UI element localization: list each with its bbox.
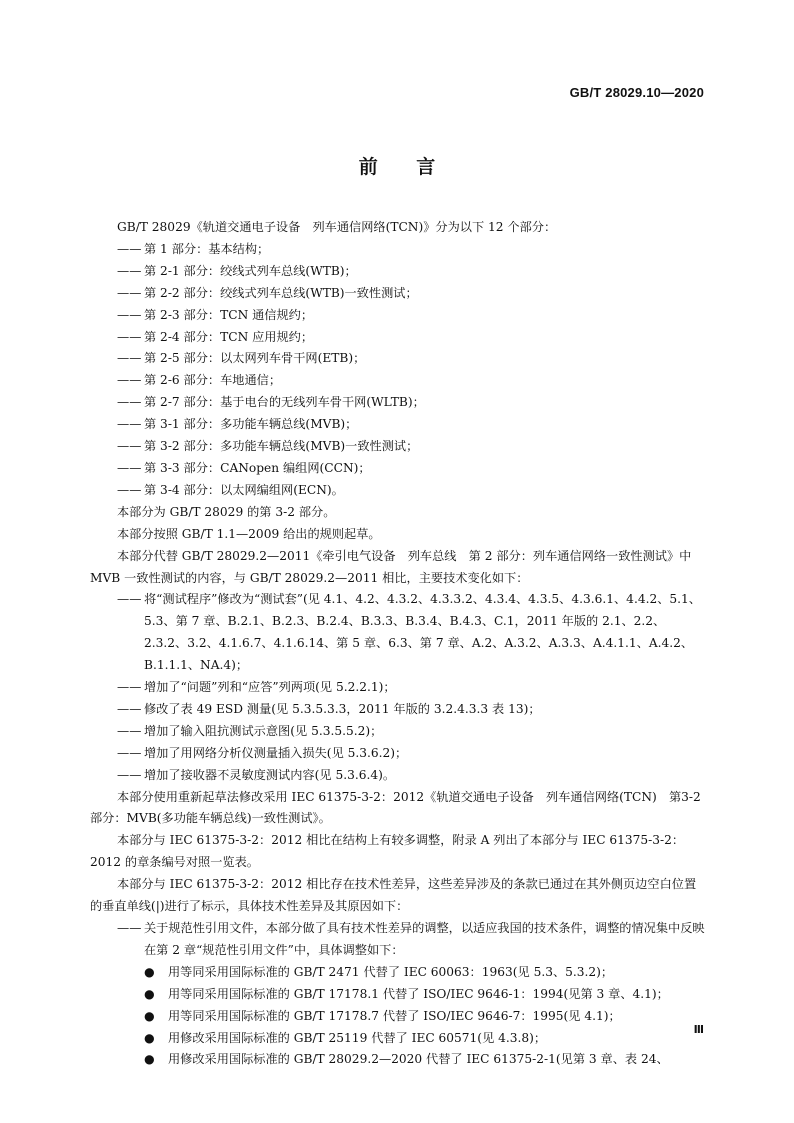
bullet-marker: ● [144,1030,155,1045]
paragraph: 本部分按照 GB/T 1.1—2009 给出的规则起草。 [117,526,381,541]
dash-marker: —— [117,460,142,475]
bullet-marker: ● [144,1052,155,1067]
change-item [117,765,707,787]
list-item [117,458,707,480]
change-item [117,743,707,765]
dash-marker: —— [117,767,142,782]
difference-item-text: 关于规范性引用文件，本部分做了具有技术性差异的调整，以适应我国的技术条件，调整的情况集中反映在第 2 章“规范性引用文件”中，具体调整如下： [144,921,705,957]
paragraph: 本部分为 GB/T 28029 的第 3-2 部分。 [117,504,336,519]
dash-marker: —— [117,285,142,300]
list-item [117,348,707,370]
list-item [117,283,707,305]
dash-marker: —— [117,329,142,344]
list-item-text: 第 2-7 部分：基于电台的无线列车骨干网(WLTB)； [144,395,425,410]
document-body [90,217,707,1071]
dash-marker: —— [117,307,142,322]
difference-item [117,918,707,962]
change-item-text: 增加了“问题”列和“应答”列两项(见 5.2.2.1)； [144,680,396,695]
bullet-item [117,1006,707,1028]
bullet-marker: ● [144,986,155,1001]
list-item-text: 第 1 部分：基本结构； [144,241,270,256]
dash-marker: —— [117,439,142,454]
dash-marker: —— [117,482,142,497]
list-item [117,327,707,349]
dash-marker: —— [117,373,142,388]
list-item [117,239,707,261]
bullet-marker: ● [144,964,155,979]
dash-marker: —— [117,921,142,935]
bullet-item [117,1028,707,1050]
paragraph: 本部分代替 GB/T 28029.2—2011《牵引电气设备 列车总线 第 2 部分：列车通信网络一致性测试》中 MVB 一致性测试的内容，与 GB/T 28029.2—2011 相比，主要技术变化如下： [90,548,692,585]
paragraph: 本部分与 IEC 61375-3-2：2012 相比存在技术性差异，这些差异涉及的条款已通过在其外侧页边空白位置的垂直单线(|)进行了标示，具体技术性差异及其原因如下： [90,877,697,914]
list-item [117,392,707,414]
list-item [117,261,707,283]
list-item-text: 第 2-3 部分：TCN 通信规约； [144,307,314,322]
dash-marker: —— [117,745,142,760]
bullet-item-text: 用等同采用国际标准的 GB/T 17178.1 代替了 ISO/IEC 9646-1：1994(见第 3 章、4.1)； [168,986,669,1001]
page-title: 前 言 [358,156,436,178]
bullet-item [117,984,707,1006]
bullet-item-text: 用修改采用国际标准的 GB/T 25119 代替了 IEC 60571(见 4.3.8)； [168,1030,547,1045]
change-item-text: 将“测试程序”修改为“测试套”(见 4.1、4.2、4.3.2、4.3.3.2、4.3.4、4.3.5、4.3.6.1、4.4.2、5.1、5.3、第 7 章、B.2.1、B.2.3、B.2.4、B.3.3、B.3.4、B.4.3、C.1，2011 年版的 2.1、2.2、2.3.2、3.2、4.1.6.7、4.1.6.14、第 5 章、6.3、第 7 章、A.2、A.3.2、A.3.3、A.4.1.1、A.4.2、B.1.1.1、NA.4)； [144,592,701,673]
list-item [117,370,707,392]
list-item-text: 第 3-2 部分：多功能车辆总线(MVB)一致性测试； [144,439,419,454]
dash-marker: —— [117,680,142,695]
bullet-item [117,962,707,984]
list-item [117,436,707,458]
standard-code: GB/T 28029.10—2020 [569,85,704,100]
paragraph: 本部分使用重新起草法修改采用 IEC 61375-3-2：2012《轨道交通电子设备 列车通信网络(TCN) 第3-2 部分：MVB(多功能车辆总线)一致性测试》。 [90,789,701,826]
bullet-item-text: 用等同采用国际标准的 GB/T 2471 代替了 IEC 60063：1963(见 5.3、5.3.2)； [168,964,614,979]
list-item [117,480,707,502]
dash-marker: —— [117,417,142,432]
paragraph: 本部分与 IEC 61375-3-2：2012 相比在结构上有较多调整，附录 A 列出了本部分与 IEC 61375-3-2：2012 的章条编号对照一览表。 [90,833,685,870]
change-item [117,589,707,677]
list-item-text: 第 2-1 部分：绞线式列车总线(WTB)； [144,263,357,278]
list-item-text: 第 2-5 部分：以太网列车骨干网(ETB)； [144,351,366,366]
page-number: Ⅲ [693,1023,704,1036]
dash-marker: —— [117,241,142,256]
list-item-text: 第 2-2 部分：绞线式列车总线(WTB)一致性测试； [144,285,418,300]
bullet-item-text: 用等同采用国际标准的 GB/T 17178.7 代替了 ISO/IEC 9646-7：1995(见 4.1)； [168,1008,621,1023]
list-item [117,414,707,436]
bullet-item-text: 用修改采用国际标准的 GB/T 28029.2—2020 代替了 IEC 61375-2-1(见第 3 章、表 24、 [168,1052,669,1067]
list-item-text: 第 3-4 部分：以太网编组网(ECN)。 [144,482,344,497]
change-item [117,677,707,699]
list-item [117,305,707,327]
paragraph: GB/T 28029《轨道交通电子设备 列车通信网络(TCN)》分为以下 12 个部分： [117,220,557,234]
list-item-text: 第 3-3 部分：CANopen 编组网(CCN)； [144,460,371,475]
dash-marker: —— [117,592,142,607]
bullet-item [117,1049,707,1071]
dash-marker: —— [117,723,142,738]
bullet-marker: ● [144,1008,155,1023]
list-item-text: 第 2-4 部分：TCN 应用规约； [144,329,314,344]
dash-marker: —— [117,263,142,278]
change-item-text: 修改了表 49 ESD 测量(见 5.3.5.3.3，2011 年版的 3.2.4.3.3 表 13)； [144,701,541,716]
dash-marker: —— [117,395,142,410]
dash-marker: —— [117,701,142,716]
change-item [117,721,707,743]
change-item [117,699,707,721]
dash-marker: —— [117,351,142,366]
list-item-text: 第 2-6 部分：车地通信； [144,373,282,388]
change-item-text: 增加了用网络分析仪测量插入损失(见 5.3.6.2)； [144,745,408,760]
change-item-text: 增加了接收器不灵敏度测试内容(见 5.3.6.4)。 [144,767,396,782]
change-item-text: 增加了输入阻抗测试示意图(见 5.3.5.5.2)； [144,723,383,738]
list-item-text: 第 3-1 部分：多功能车辆总线(MVB)； [144,417,358,432]
